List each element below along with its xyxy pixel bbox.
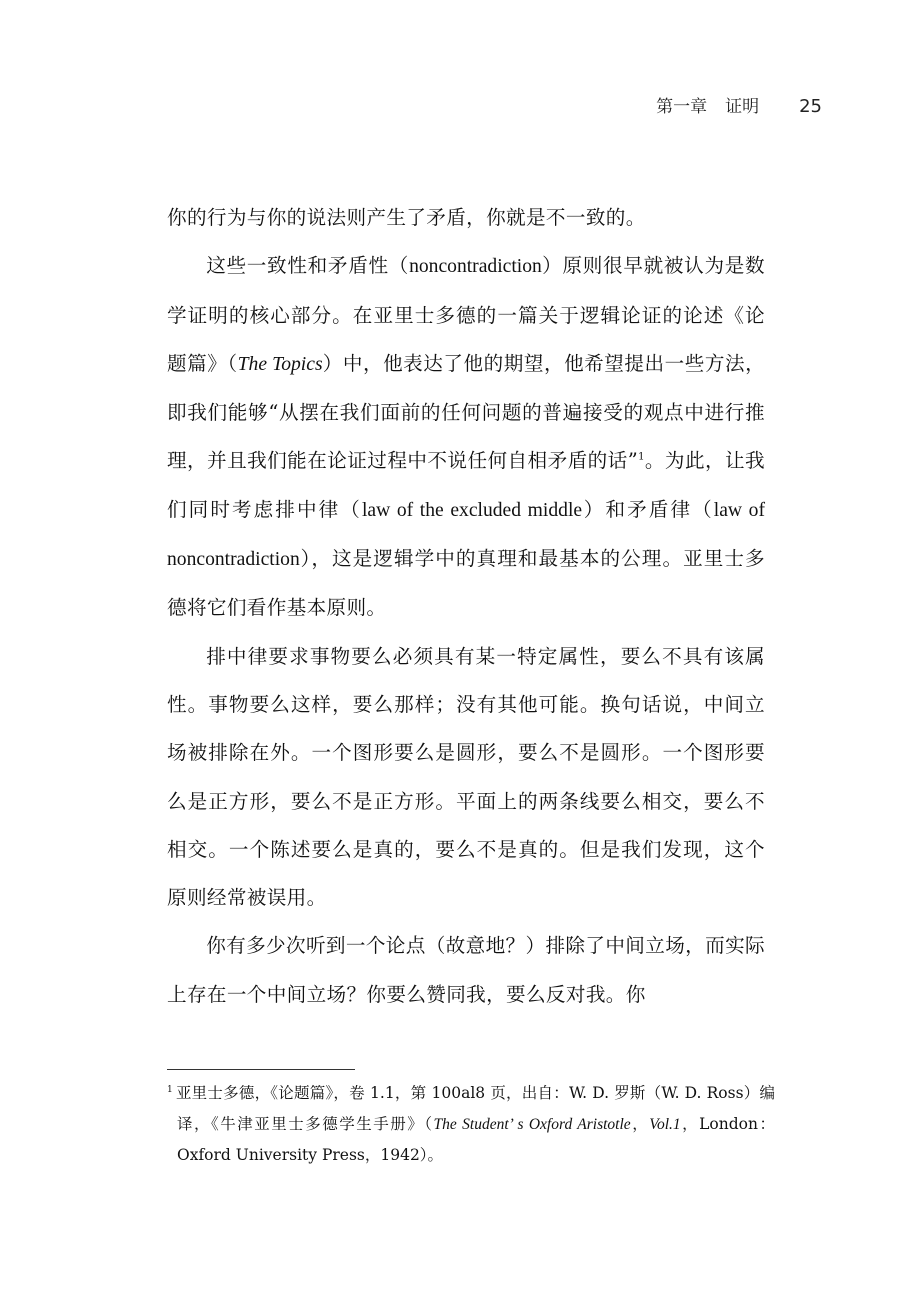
section-label: 证明 (725, 97, 760, 117)
footnote-volume: Vol.1 (649, 1115, 681, 1133)
footnote-text: ，London：Oxford University Press，1942）。 (177, 1114, 775, 1164)
term-excluded-middle: law of the excluded middle (361, 499, 583, 521)
term-noncontradiction: noncontradiction (409, 256, 542, 278)
footnote-reference: 1 (638, 451, 645, 463)
chapter-label: 第一章 (656, 97, 708, 117)
footnote-book-title: The Student’ s Oxford Aristotle (433, 1115, 631, 1133)
footnote-mark: 1 (167, 1084, 173, 1095)
text-run: ）和矛盾律（ (582, 497, 714, 521)
text-run: 这些一致性和矛盾性（ (206, 254, 410, 278)
paragraph-3: 排中律要求事物要么必须具有某一特定属性，要么不具有该属性。事物要么这样，要么那样；没有其他可能。换句话说，中间立场被排除在外。一个图形要么是圆形，要么不是圆形。一个图形要么是正方形，要么不是正方形。平面上的两条线要么相交，要么不相交。一个陈述要么是真的，要么不是真的。但是我们发现，这个原则经常被误用。 (167, 644, 765, 910)
body-text (167, 194, 765, 1019)
title-the-topics: The Topics (237, 353, 323, 375)
text-run: 。为此，让我们同时考虑排中律（ (167, 449, 765, 521)
paragraph-1: 你的行为与你的说法则产生了矛盾，你就是不一致的。 (167, 206, 646, 229)
page-number: 25 (799, 96, 822, 117)
paragraph-2 (167, 242, 765, 632)
text-run: ）中，他表达了他的期望，他希望提出一些方法，即我们能够“从摆在我们面前的任何问题的普遍接受的观点中进行推理，并且我们能在论证过程中不说任何自相矛盾的话” (167, 351, 766, 473)
footnote-text: ， (630, 1114, 650, 1133)
term-law-of-noncontradiction: law of noncontradiction (167, 499, 765, 571)
paragraph-4: 你有多少次听到一个论点（故意地？）排除了中间立场，而实际上存在一个中间立场？你要么赞同我，要么反对我。你 (167, 934, 765, 1006)
running-header (656, 92, 822, 117)
footnote (167, 1078, 775, 1171)
footnote-text: 亚里士多德，《论题篇》，卷 1.1，第 100al8 页，出自：W. D. 罗斯（W. D. Ross）编译，《牛津亚里士多德学生手册》（ (175, 1084, 775, 1133)
text-run: ），这是逻辑学中的真理和最基本的公理。亚里士多德将它们看作基本原则。 (167, 547, 765, 620)
footnote-divider (167, 1069, 355, 1070)
text-run: ）原则很早就被认为是数学证明的核心部分。在亚里士多德的一篇关于逻辑论证的论述《论题篇》（ (167, 254, 765, 375)
